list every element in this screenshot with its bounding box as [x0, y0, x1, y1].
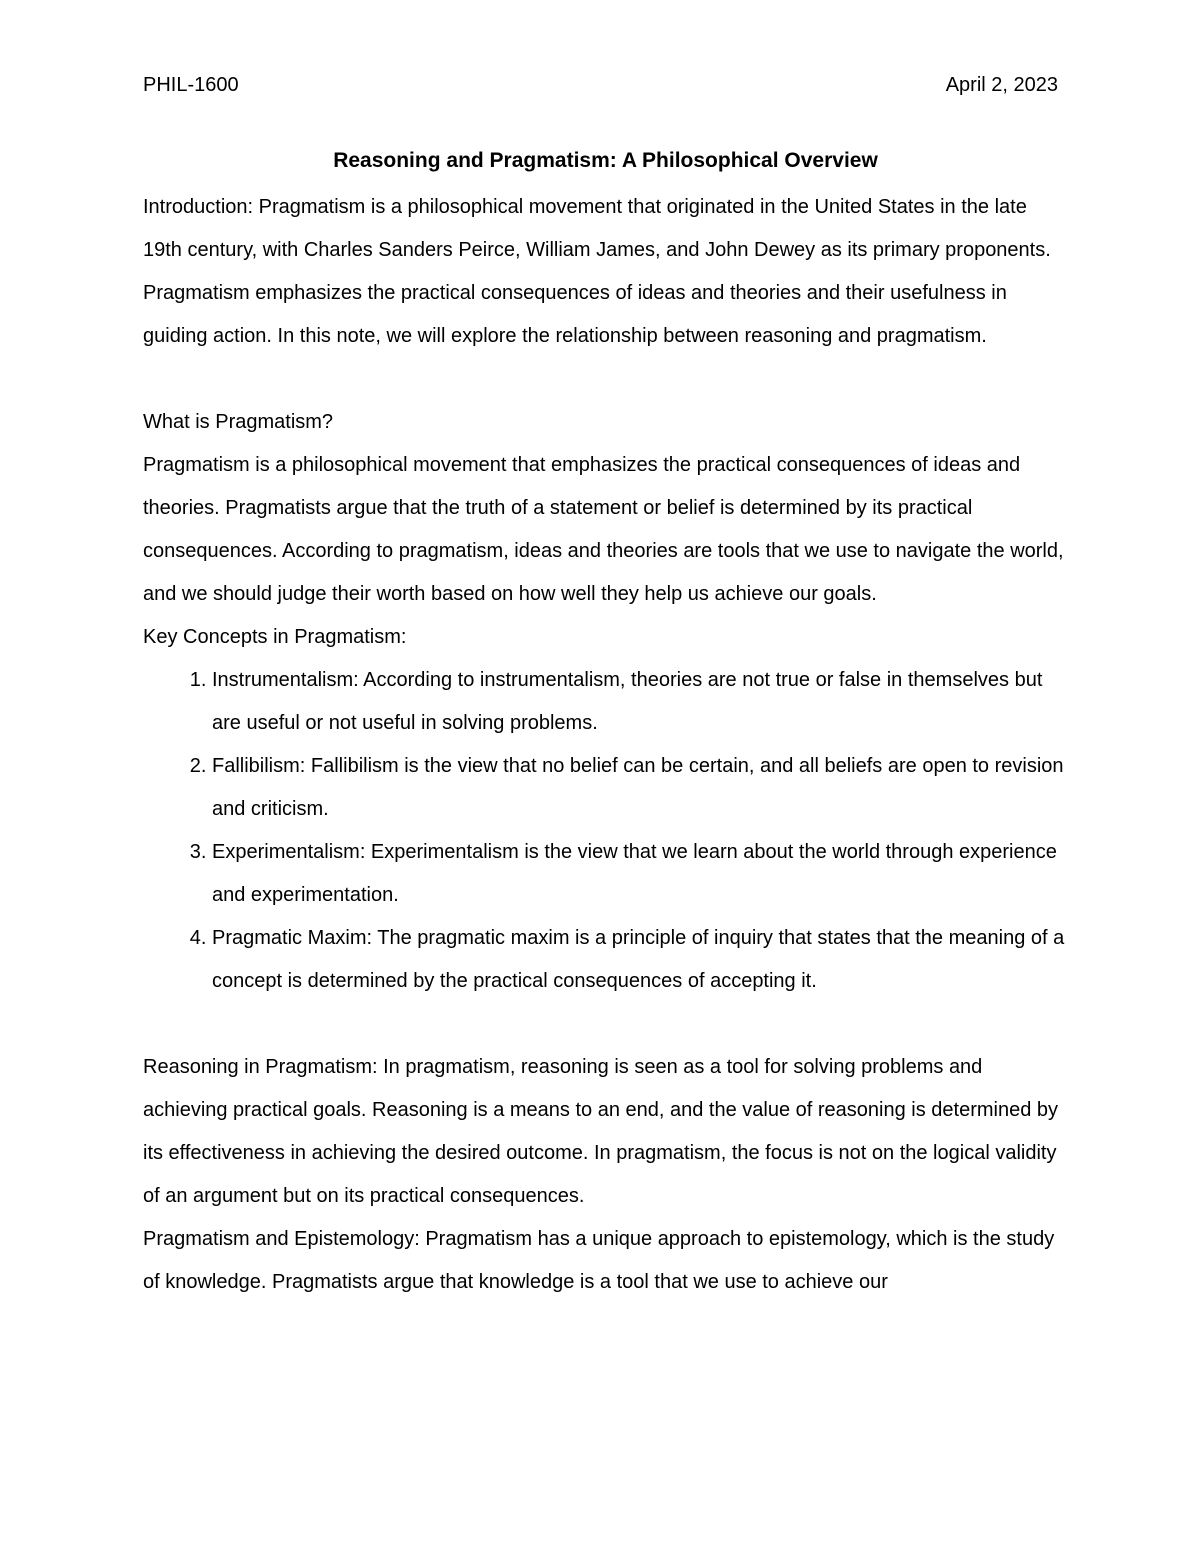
key-concepts-list — [143, 659, 1068, 1003]
what-paragraph: Pragmatism is a philosophical movement that emphasizes the practical consequences of ideas and theories. Pragmatists argue that the truth of a statement or belief is determined by its practical consequences. According to pragmatism, ideas and theories are tools that we use to navigate the world, and we should judge their worth based on how well they help us achieve our goals. — [143, 454, 1064, 605]
paragraph-spacer — [143, 358, 1068, 401]
key-concepts-heading: Key Concepts in Pragmatism: — [143, 626, 407, 648]
document-title: Reasoning and Pragmatism: A Philosophical Overview — [333, 149, 878, 172]
list-item: 3. Experimentalism: Experimentalism is the view that we learn about the world through experience and experimentation. — [212, 831, 1068, 917]
list-item: 1. Instrumentalism: According to instrumentalism, theories are not true or false in themselves but are useful or not useful in solving problems. — [212, 659, 1068, 745]
paragraph-spacer — [143, 1003, 1068, 1046]
list-item: 2. Fallibilism: Fallibilism is the view that no belief can be certain, and all beliefs are open to revision and criticism. — [212, 745, 1068, 831]
list-item: 4. Pragmatic Maxim: The pragmatic maxim is a principle of inquiry that states that the meaning of a concept is determined by the practical consequences of accepting it. — [212, 917, 1068, 1003]
reasoning-paragraph: Reasoning in Pragmatism: In pragmatism, reasoning is seen as a tool for solving problems and achieving practical goals. Reasoning is a means to an end, and the value of reasoning is determined by its effectiveness in achieving the desired outcome. In pragmatism, the focus is not on the logical validity of an argument but on its practical consequences. — [143, 1056, 1059, 1207]
what-heading: What is Pragmatism? — [143, 411, 334, 433]
course-code: PHIL-1600 — [143, 74, 239, 96]
intro-paragraph: Introduction: Pragmatism is a philosophical movement that originated in the United States in the late 19th century, with Charles Sanders Peirce, William James, and John Dewey as its primary proponents. Pragmatism emphasizes the practical consequences of ideas and theories and their usefulness in guiding action. In this note, we will explore the relationship between reasoning and pragmatism. — [143, 196, 1051, 347]
document-body — [143, 144, 1068, 1304]
epistemology-paragraph: Pragmatism and Epistemology: Pragmatism has a unique approach to epistemology, which is the study of knowledge. Pragmatists argue that knowledge is a tool that we use to achieve our — [143, 1228, 1055, 1293]
document-date: April 2, 2023 — [945, 74, 1058, 96]
